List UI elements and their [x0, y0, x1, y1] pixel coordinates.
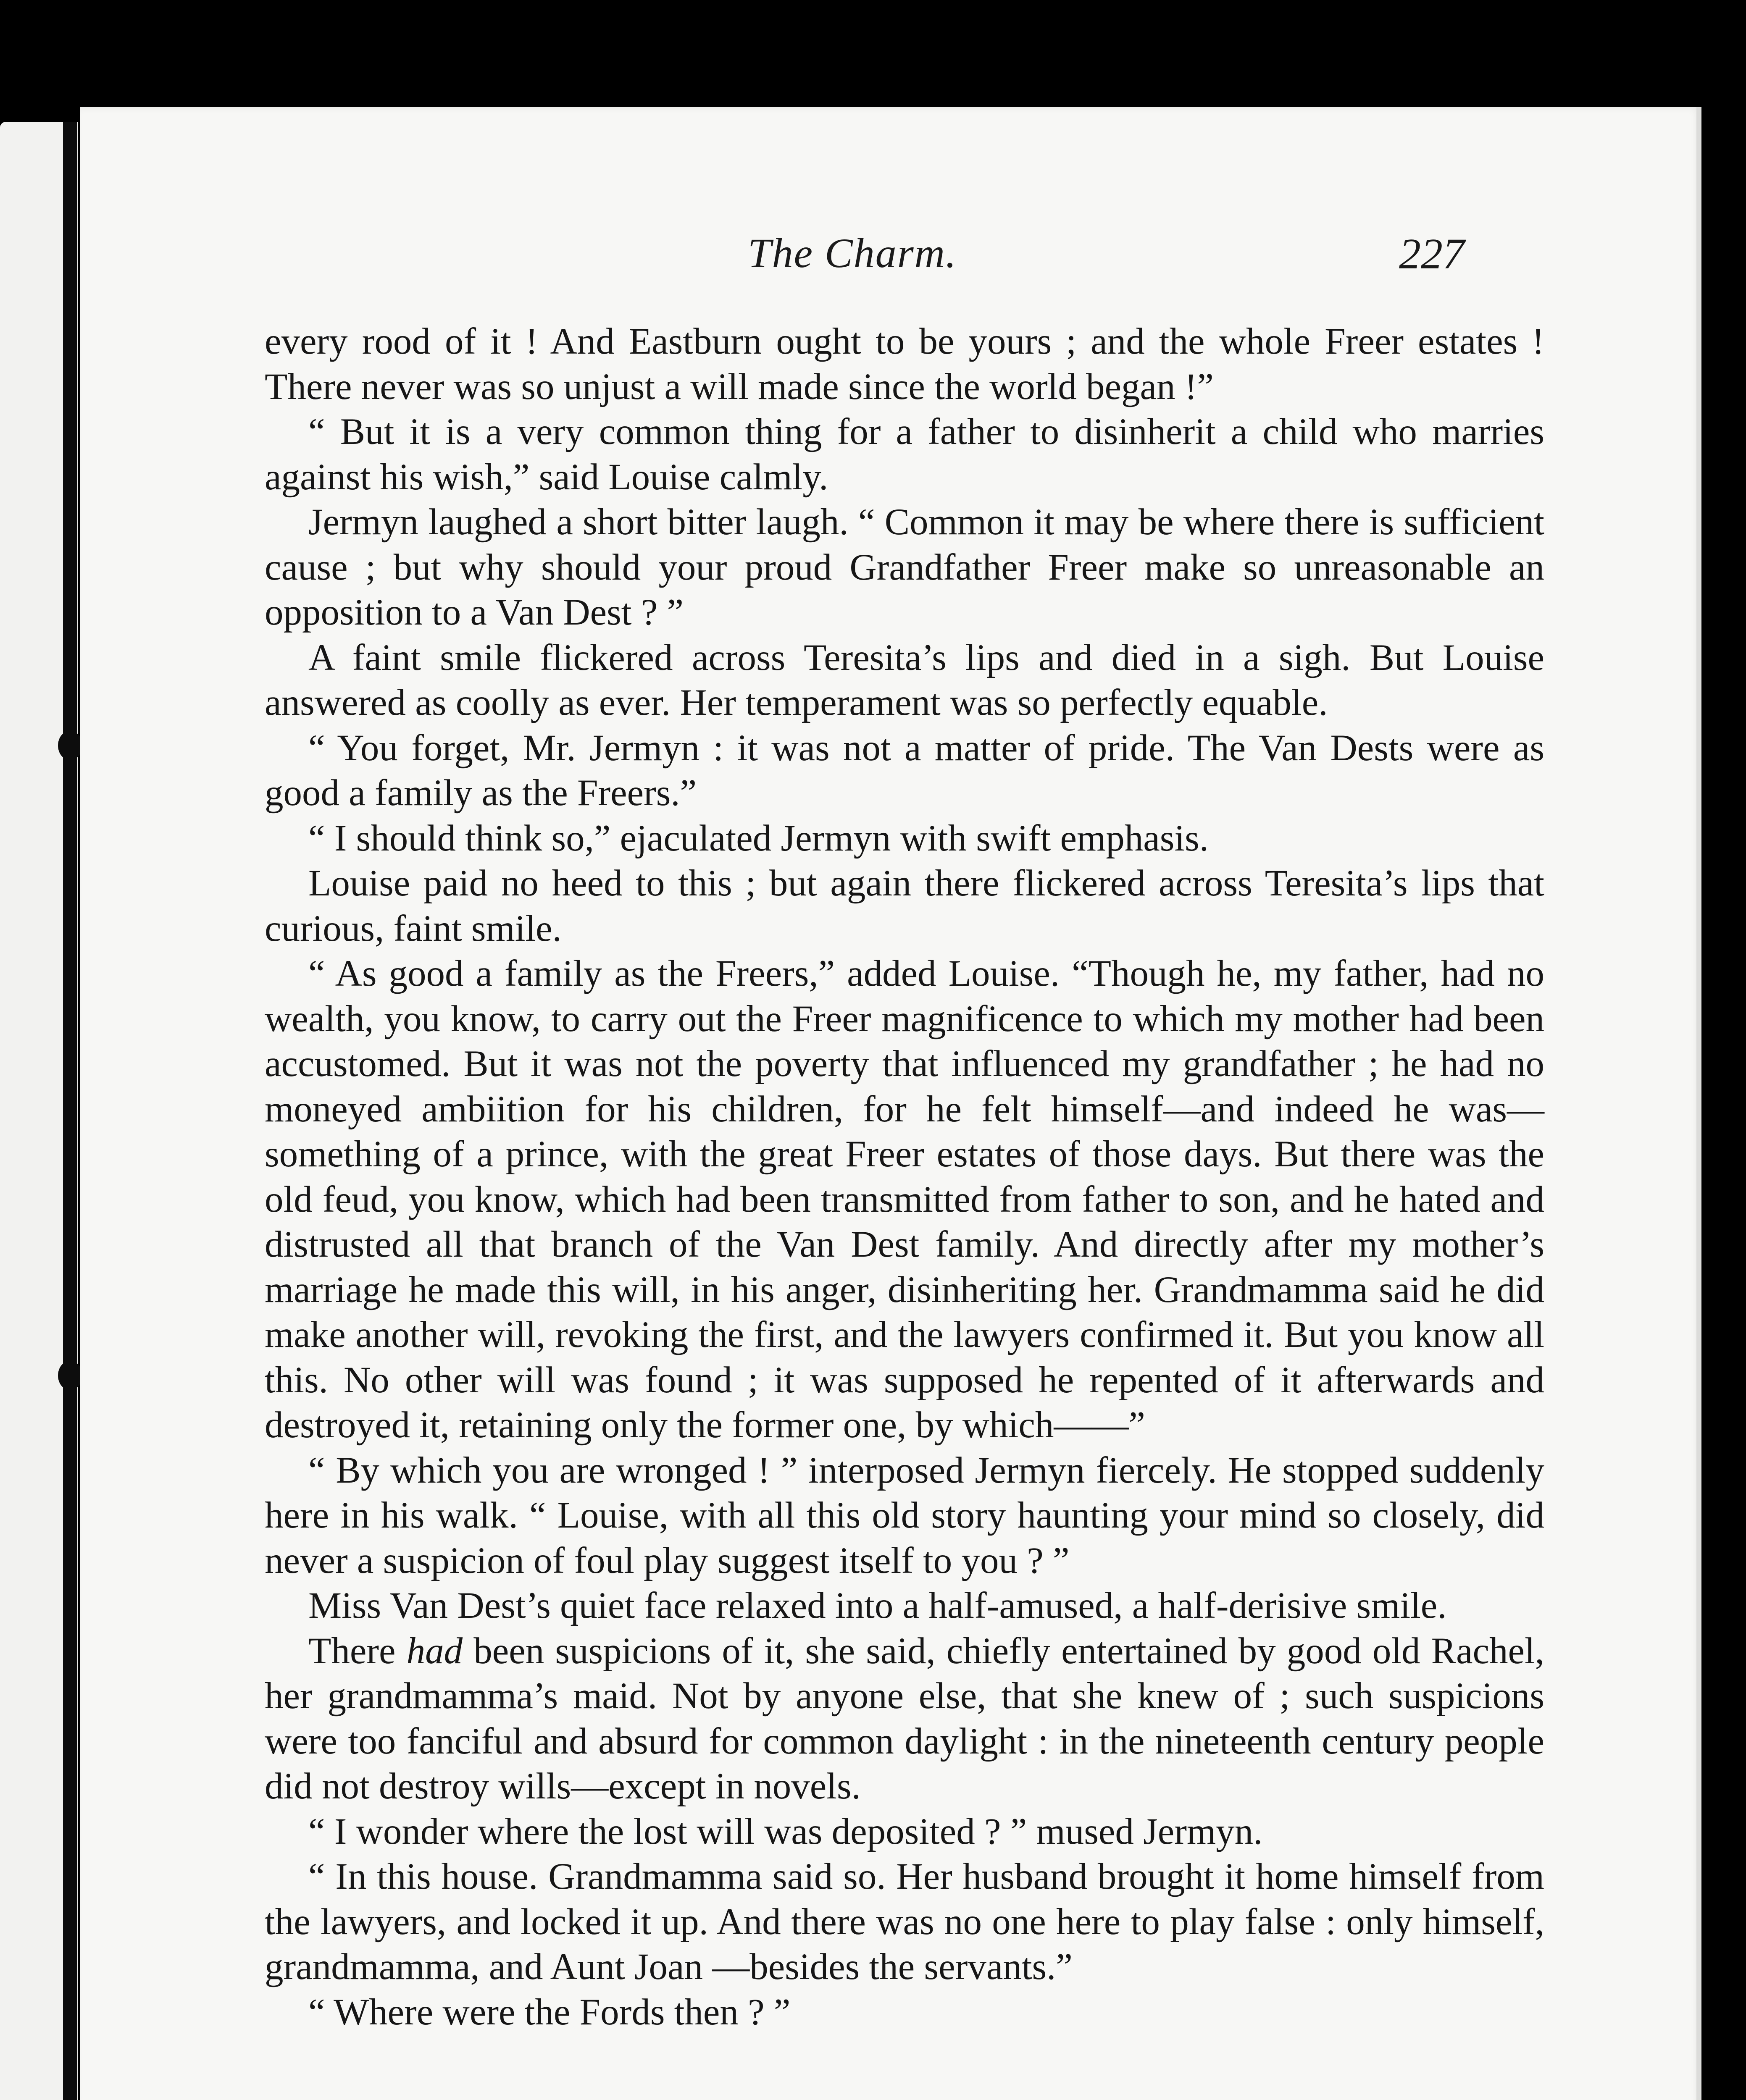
paragraph: [265, 1629, 1544, 1809]
running-head: [80, 229, 1701, 279]
paragraph-text: been suspicions of it, she said, chiefly entertained by good old Rachel, her grandmamma’s maid. Not by anyone else, that she knew of ; such suspicions were too fanciful and absurd for common daylight : in the nineteenth century people did not destroy wills—except in novels.: [265, 1630, 1545, 1807]
book-page: [80, 107, 1701, 2100]
body-text: [265, 319, 1544, 2035]
paragraph: Jermyn laughed a short bitter laugh. “ Common it may be where there is sufficient cause ; but why should your proud Grandfather Freer make so unreasonable an opposition to a Van Dest ? ”: [265, 501, 1544, 633]
binding-thread-knot: [58, 731, 82, 760]
page-number: 227: [1399, 230, 1465, 278]
paragraph: “ I should think so,” ejaculated Jermyn with swift emphasis.: [308, 817, 1209, 859]
binding-thread-knot: [58, 1361, 82, 1390]
paragraph: “ You forget, Mr. Jermyn : it was not a matter of pride. The Van Dests were as good a family as the Freers.”: [265, 727, 1544, 814]
paragraph: “ As good a family as the Freers,” added Louise. “Though he, my father, had no wealth, you know, to carry out the Freer magnificence to which my mother had been accustomed. But it was not the poverty that influenced my grandfather ; he had no moneyed ambiition for his children, for he felt himself—and indeed he was—something of a prince, with the great Freer estates of those days. But there was the old feud, you know, which had been transmitted from father to son, and he hated and distrusted all that branch of the Van Dest family. And directly after my mother’s marriage he made this will, in his anger, disinheriting her. Grandmamma said he did make another will, revoking the first, and the lawyers confirmed it. But you know all this. No other will was found ; it was supposed he repented of it afterwards and destroyed it, retaining only the former one, by which——”: [265, 953, 1544, 1446]
paragraph: “ I wonder where the lost will was deposited ? ” mused Jermyn.: [308, 1811, 1263, 1852]
paragraph: “ By which you are wronged ! ” interposed Jermyn fiercely. He stopped suddenly here in his walk. “ Louise, with all this old story haunting your mind so closely, did never a suspicion of foul play suggest itself to you ? ”: [265, 1449, 1544, 1581]
paragraph: every rood of it ! And Eastburn ought to be yours ; and the whole Freer estates ! There never was so unjust a will made since the world began !”: [265, 321, 1544, 407]
running-title: The Charm.: [748, 230, 957, 276]
page-edge-shadow: [1696, 107, 1701, 2100]
book-spine: [63, 122, 77, 2100]
paragraph: Louise paid no heed to this ; but again there flickered across Teresita’s lips that curious, faint smile.: [265, 863, 1544, 949]
paragraph: “ Where were the Fords then ? ”: [308, 1991, 791, 2033]
paragraph-text: There: [308, 1630, 396, 1672]
paragraph: “ In this house. Grandmamma said so. Her husband brought it home himself from the lawyers, and locked it up. And there was no one here to play false : only himself, grandmamma, and Aunt Joan —besides the servants.”: [265, 1856, 1544, 1987]
paragraph: A faint smile flickered across Teresita’s lips and died in a sigh. But Louise answered as coolly as ever. Her temperament was so perfectly equable.: [265, 637, 1544, 723]
paragraph: “ But it is a very common thing for a father to disinherit a child who marries against his wish,” said Louise calmly.: [265, 411, 1544, 498]
italic-emphasis: had: [406, 1630, 463, 1672]
paragraph: Miss Van Dest’s quiet face relaxed into a half-amused, a half-derisive smile.: [308, 1585, 1447, 1626]
